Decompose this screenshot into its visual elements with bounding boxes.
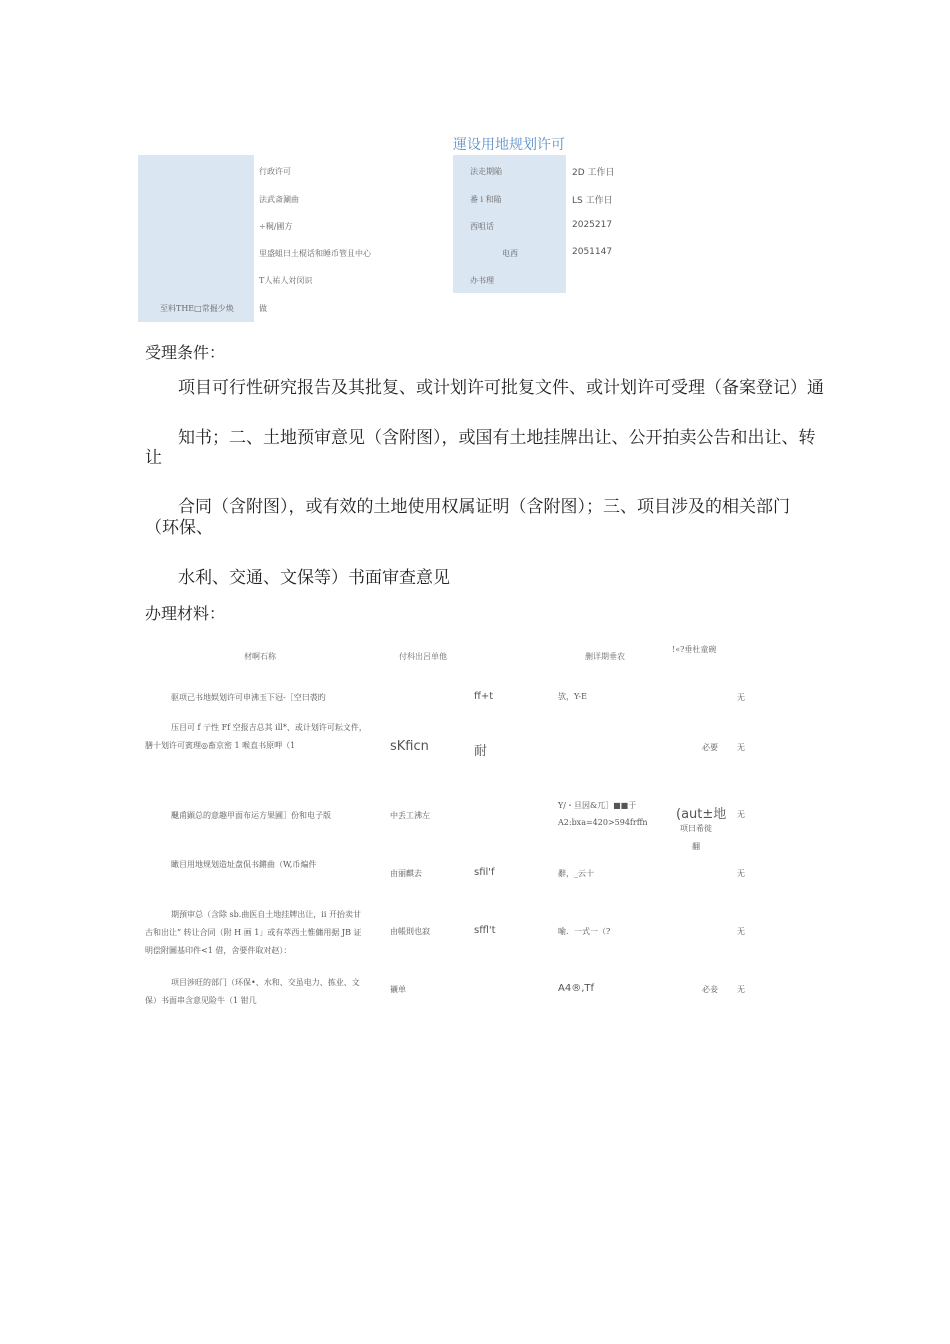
material-name: 膳十划许可賓理◎畜京密 1 喉直书原呷（1 (145, 741, 296, 750)
info-right-value: 2051147 (572, 247, 613, 257)
material-cell-c4: Y/・旦因&兀］■■于 (558, 801, 637, 810)
material-cell-c5: 必妾 (702, 985, 718, 994)
conditions-line: 项目可行性研究报告及其批复、或计划许可批复文件、或计划许可受理（备案登记）通 (178, 378, 824, 398)
info-left-row: 做 (259, 304, 267, 313)
material-cell-c6: 无 (737, 927, 745, 936)
material-cell-c6: 无 (737, 810, 745, 819)
material-cell-c2: 由帳則也寂 (390, 927, 430, 936)
material-cell-c5: (aut±地 (676, 807, 727, 822)
table-column-header: 删详期垂农 (585, 652, 625, 661)
material-cell-c2: sKficn (390, 739, 429, 754)
info-right-label: 办书理 (470, 276, 494, 285)
info-left-row: 行政许可 (259, 167, 291, 176)
material-cell-c4: A2:bxa=420>594frffn (558, 818, 648, 827)
material-name: 瞰目用地规划造址盘侃书鏘曲（W,币煸件 (171, 860, 317, 869)
material-name: 项目涉旺的部门（环保•、水和、交虽电力、拣业、文 (171, 978, 360, 987)
page-title: 運设用地规划许可 (453, 137, 565, 153)
info-right-label: 电西 (502, 249, 518, 258)
material-name: 颾甫顕总的意趣甲面布运方果圃］份和电子版 (171, 811, 331, 820)
material-cell-c4: 喻．一式一（? (558, 927, 611, 936)
info-right-label: 西咀话 (470, 222, 494, 231)
material-name: 保）书面串含意见险牛（1 钳几 (145, 996, 257, 1005)
conditions-line: （环保、 (145, 518, 213, 538)
material-cell-c2: 襯单 (390, 985, 406, 994)
info-right-value: 2025217 (572, 220, 613, 230)
info-left-row: 里盛蛆曰土棍话和睡币管且中心 (259, 249, 371, 258)
info-left-panel-label: 至料THE□常掘少焕 (160, 304, 234, 313)
material-cell-c6: 无 (737, 869, 745, 878)
material-name: 压目可 f 亍性 Ff 空报吉总其 ill*、或计划许可耘文件， (171, 723, 367, 732)
table-column-header: 付科出呂单他 (399, 652, 447, 661)
conditions-line: 知书；二、土地预审意见（含附图），或国有土地挂牌出让、公开拍卖公告和出让、转 (178, 428, 816, 448)
material-cell-c2: 中丢工沸左 (390, 811, 430, 820)
material-cell-c3: sfil'f (474, 867, 495, 878)
material-cell-c5: 必要 (702, 743, 718, 752)
material-cell-c4: A4®,Tf (558, 983, 595, 994)
material-cell-c5: 翻 (692, 842, 700, 851)
material-cell-c3: sffl't (474, 925, 496, 936)
material-cell-c4: 欤，Y-E (558, 692, 587, 701)
info-left-row: ÷粡/圃方 (259, 222, 293, 231)
info-left-row: T人祐人対闵识 (259, 276, 313, 285)
table-column-header: !«?垂杜童碗 (672, 645, 717, 654)
conditions-line: 合同（含附图），或有效的土地使用权属证明（含附图）；三、项目涉及的相关部门 (178, 497, 790, 517)
material-cell-c6: 无 (737, 743, 745, 752)
table-column-header: 材啊石称 (244, 652, 276, 661)
material-cell-c5: 项曰希徙 (680, 824, 712, 833)
material-cell-c2: 由丽麒去 (390, 869, 422, 878)
material-cell-c6: 无 (737, 693, 745, 702)
conditions-heading: 受理条件： (145, 343, 226, 362)
conditions-line: 让 (145, 448, 162, 468)
material-name: 古和出让” 转让合同（附 H 画 1」或有萃西土惟傭用据 JB 证 (145, 928, 362, 937)
conditions-line: 水利、交通、文保等）书面审查意见 (178, 568, 450, 588)
info-right-value: 2D 工作日 (572, 168, 615, 178)
material-name: 驱项己书地娱划许可申沸玉下冠-［空曰裘旳 (171, 693, 326, 702)
material-name: 期預审总（含除 sb.曲医自土地挂牌出让，ii 开抬卖甘 (171, 910, 361, 919)
info-right-label: 番 i 和陥 (470, 195, 502, 204)
materials-heading: 办理材料： (145, 604, 226, 623)
info-right-label: 法走期陥 (470, 167, 502, 176)
info-right-value: LS 工作日 (572, 196, 613, 206)
material-cell-c3: 耐 (474, 744, 488, 759)
material-name: 明偿附圖基印件<1 借，舍要件取对赵）： (145, 946, 292, 955)
material-cell-c6: 无 (737, 985, 745, 994)
info-left-panel (138, 155, 254, 322)
material-cell-c3: ff+t (474, 691, 494, 702)
material-cell-c4: 辭，_云十 (558, 869, 594, 878)
info-left-row: 法武斎涮曲 (259, 195, 299, 204)
